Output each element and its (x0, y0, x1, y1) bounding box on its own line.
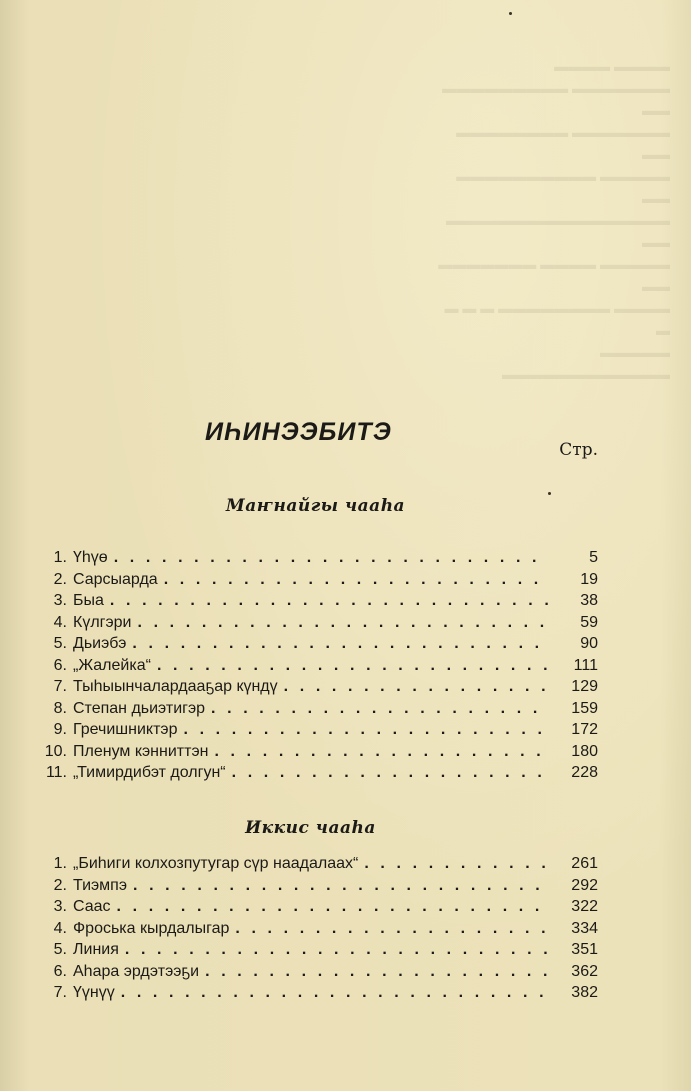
entry-title: Сарсыарда (73, 570, 158, 588)
entry-number: 2. (53, 876, 67, 894)
entry-title: Пленум кэнниттэн (73, 742, 209, 760)
entry-number: 3. (53, 592, 67, 609)
entry-page: 180 (571, 742, 598, 760)
leader-dots (157, 655, 548, 677)
leader-dots (214, 741, 548, 763)
entry-number: 2. (53, 570, 67, 588)
entry-number: 1. (53, 855, 67, 872)
toc-section-2 (37, 853, 598, 1004)
paper-speck (548, 492, 551, 495)
entry-number: 10. (44, 742, 67, 760)
entry-title: Линия (73, 941, 119, 958)
entry-page: 90 (580, 635, 598, 652)
toc-row (37, 655, 598, 677)
entry-title: Степан дьиэтигэр (73, 699, 206, 717)
entry-number: 4. (53, 919, 67, 937)
entry-number: 5. (53, 635, 67, 652)
toc-row (37, 590, 598, 612)
entry-title: Үһүө (73, 549, 108, 566)
entry-page: 129 (571, 678, 598, 695)
entry-title: „Жалейка“ (73, 656, 151, 674)
leader-dots (110, 590, 548, 612)
leader-dots (138, 612, 549, 634)
entry-page: 351 (571, 941, 598, 958)
entry-number: 6. (53, 656, 67, 674)
entry-title: Гречишниктэр (73, 721, 178, 738)
leader-dots (164, 569, 548, 591)
entry-title: Саас (73, 898, 111, 915)
page-title: ИҺИНЭЭБИТЭ (205, 418, 392, 446)
entry-title: Фроська кырдалыгар (73, 919, 230, 937)
toc-row (37, 918, 598, 940)
leader-dots (205, 961, 548, 983)
entry-number: 8. (53, 699, 67, 717)
entry-page: 5 (589, 549, 598, 566)
entry-page: 322 (571, 898, 598, 915)
section-title: Иккис чааһа (245, 818, 376, 838)
entry-number: 1. (53, 549, 67, 566)
toc-row (37, 676, 598, 698)
entry-number: 9. (53, 721, 67, 738)
bleed-through-text: ▬▬▬▬ ▬▬▬▬ ▬▬▬▬▬▬▬ ▬▬▬▬▬▬▬▬▬ ▬▬ ▬▬▬▬▬▬▬ ▬▬▬▬▬▬▬▬ ▬▬ ▬▬▬▬▬ ▬▬▬▬▬▬▬▬▬▬ ▬▬ ▬▬▬▬▬▬▬▬▬▬▬▬▬▬▬▬ ▬▬ ▬▬▬▬▬ ▬▬▬▬ ▬▬▬▬▬▬▬ ▬▬ ▬▬▬▬ ▬▬▬▬▬▬▬▬ ▬ ▬ ▬ ▬ ▬▬▬▬▬ ▬▬▬▬▬▬▬▬▬▬▬▬ (438, 58, 670, 382)
section-title: Маҥнайгы чааһа (225, 496, 406, 516)
entry-page: 172 (571, 721, 598, 738)
leader-dots (133, 875, 548, 897)
entry-title: Дьиэбэ (73, 635, 127, 652)
entry-page: 59 (580, 613, 598, 631)
toc-row (37, 741, 598, 763)
page-column-label: Стр. (559, 440, 598, 460)
toc-row (37, 569, 598, 591)
entry-title: Тыһыынчалардааҕар күндү (73, 678, 278, 695)
leader-dots (235, 918, 548, 940)
leader-dots (117, 896, 548, 918)
leader-dots (211, 698, 548, 720)
leader-dots (232, 762, 548, 784)
leader-dots (132, 633, 548, 655)
entry-page: 38 (580, 592, 598, 609)
entry-title: Аһара эрдэтээҕи (73, 962, 200, 980)
entry-number: 3. (53, 898, 67, 915)
entry-number: 7. (53, 984, 67, 1001)
toc-row (37, 719, 598, 741)
toc-row (37, 762, 598, 784)
leader-dots (125, 939, 548, 961)
entry-title: Тиэмпэ (73, 876, 127, 894)
toc-row (37, 939, 598, 961)
entry-title: „Биһиги колхозпутугар сүр наадалаах“ (73, 855, 359, 872)
toc-section-1 (37, 547, 598, 784)
entry-page: 261 (571, 855, 598, 872)
entry-title: „Тимирдибэт долгун“ (73, 764, 226, 781)
toc-row (37, 612, 598, 634)
toc-row (37, 875, 598, 897)
paper-speck (509, 12, 512, 15)
leader-dots (121, 982, 548, 1004)
entry-number: 5. (53, 941, 67, 958)
entry-number: 7. (53, 678, 67, 695)
entry-page: 382 (571, 984, 598, 1001)
toc-row (37, 982, 598, 1004)
entry-page: 334 (571, 919, 598, 937)
toc-row (37, 896, 598, 918)
leader-dots (284, 676, 548, 698)
toc-row (37, 633, 598, 655)
entry-page: 159 (571, 699, 598, 717)
toc-row (37, 853, 598, 875)
toc-row (37, 961, 598, 983)
entry-page: 111 (573, 656, 598, 674)
leader-dots (183, 719, 548, 741)
leader-dots (114, 547, 548, 569)
leader-dots (364, 853, 548, 875)
entry-number: 4. (53, 613, 67, 631)
entry-title: Күлгэри (73, 613, 132, 631)
toc-row (37, 698, 598, 720)
entry-title: Быа (73, 592, 104, 609)
entry-number: 6. (53, 962, 67, 980)
entry-number: 11. (45, 764, 67, 781)
entry-page: 362 (571, 962, 598, 980)
entry-title: Үүнүү (73, 984, 115, 1001)
entry-page: 228 (571, 764, 598, 781)
entry-page: 19 (580, 570, 598, 588)
toc-row (37, 547, 598, 569)
entry-page: 292 (571, 876, 598, 894)
